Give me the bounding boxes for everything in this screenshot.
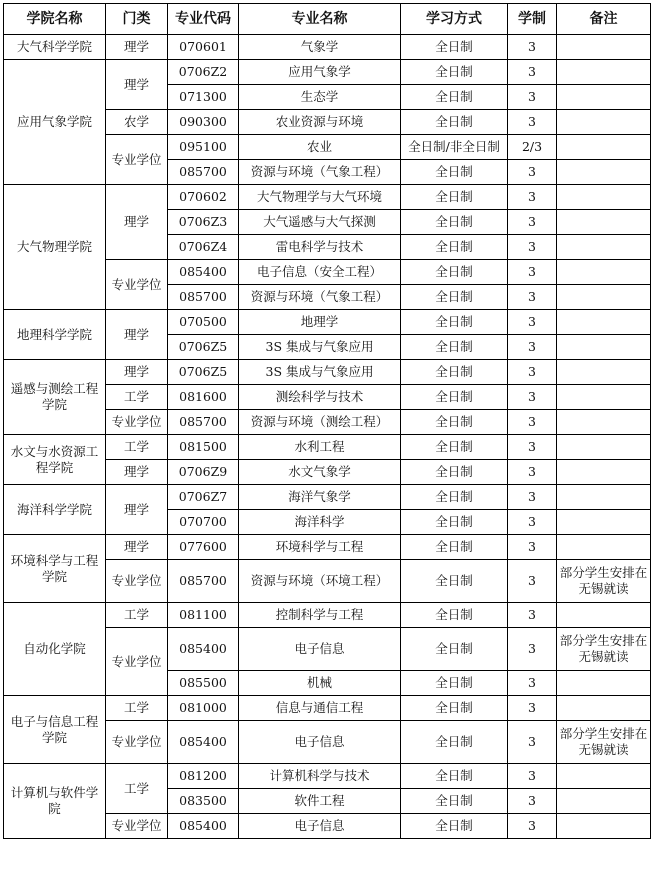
years-cell: 3 xyxy=(508,410,557,435)
college-name: 应用气象学院 xyxy=(4,60,106,185)
category-cell: 理学 xyxy=(106,185,168,260)
header-college: 学院名称 xyxy=(4,4,106,35)
table-row xyxy=(4,35,651,60)
years-cell: 3 xyxy=(508,110,557,135)
note-cell xyxy=(557,60,651,85)
category-cell: 专业学位 xyxy=(106,135,168,185)
mode-cell: 全日制 xyxy=(401,310,508,335)
college-name: 水文与水资源工程学院 xyxy=(4,435,106,485)
college-name: 环境科学与工程学院 xyxy=(4,535,106,603)
major-cell: 机械 xyxy=(239,671,401,696)
code-cell: 0706Z5 xyxy=(168,360,239,385)
major-cell: 资源与环境（测绘工程） xyxy=(239,410,401,435)
years-cell: 3 xyxy=(508,235,557,260)
major-cell: 软件工程 xyxy=(239,789,401,814)
code-cell: 085400 xyxy=(168,628,239,671)
college-name: 电子与信息工程学院 xyxy=(4,696,106,764)
table-row xyxy=(4,185,651,210)
years-cell: 3 xyxy=(508,335,557,360)
header-code: 专业代码 xyxy=(168,4,239,35)
header-mode: 学习方式 xyxy=(401,4,508,35)
code-cell: 0706Z3 xyxy=(168,210,239,235)
category-cell: 专业学位 xyxy=(106,560,168,603)
category-cell: 专业学位 xyxy=(106,814,168,839)
years-cell: 3 xyxy=(508,460,557,485)
years-cell: 3 xyxy=(508,696,557,721)
mode-cell: 全日制 xyxy=(401,628,508,671)
college-name: 海洋科学学院 xyxy=(4,485,106,535)
code-cell: 0706Z7 xyxy=(168,485,239,510)
years-cell: 3 xyxy=(508,385,557,410)
category-cell: 理学 xyxy=(106,535,168,560)
note-cell xyxy=(557,460,651,485)
mode-cell: 全日制 xyxy=(401,160,508,185)
category-cell: 理学 xyxy=(106,485,168,535)
note-cell xyxy=(557,110,651,135)
code-cell: 095100 xyxy=(168,135,239,160)
mode-cell: 全日制 xyxy=(401,185,508,210)
mode-cell: 全日制 xyxy=(401,696,508,721)
code-cell: 085700 xyxy=(168,560,239,603)
mode-cell: 全日制 xyxy=(401,385,508,410)
note-cell xyxy=(557,535,651,560)
code-cell: 0706Z9 xyxy=(168,460,239,485)
note-cell xyxy=(557,603,651,628)
major-cell: 大气物理学与大气环境 xyxy=(239,185,401,210)
major-cell: 资源与环境（气象工程） xyxy=(239,160,401,185)
years-cell: 3 xyxy=(508,260,557,285)
major-cell: 海洋气象学 xyxy=(239,485,401,510)
major-cell: 水利工程 xyxy=(239,435,401,460)
category-cell: 理学 xyxy=(106,310,168,360)
mode-cell: 全日制 xyxy=(401,435,508,460)
note-cell xyxy=(557,135,651,160)
category-cell: 理学 xyxy=(106,60,168,110)
category-cell: 工学 xyxy=(106,385,168,410)
code-cell: 081600 xyxy=(168,385,239,410)
code-cell: 081200 xyxy=(168,764,239,789)
years-cell: 3 xyxy=(508,485,557,510)
mode-cell: 全日制 xyxy=(401,210,508,235)
mode-cell: 全日制 xyxy=(401,671,508,696)
mode-cell: 全日制 xyxy=(401,235,508,260)
mode-cell: 全日制 xyxy=(401,335,508,360)
note-cell xyxy=(557,185,651,210)
code-cell: 081500 xyxy=(168,435,239,460)
note-cell xyxy=(557,285,651,310)
note-cell xyxy=(557,335,651,360)
major-cell: 气象学 xyxy=(239,35,401,60)
code-cell: 085700 xyxy=(168,160,239,185)
major-cell: 海洋科学 xyxy=(239,510,401,535)
mode-cell: 全日制 xyxy=(401,85,508,110)
major-cell: 3S 集成与气象应用 xyxy=(239,360,401,385)
category-cell: 理学 xyxy=(106,460,168,485)
note-cell xyxy=(557,385,651,410)
mode-cell: 全日制 xyxy=(401,814,508,839)
category-cell: 专业学位 xyxy=(106,410,168,435)
years-cell: 3 xyxy=(508,60,557,85)
code-cell: 085400 xyxy=(168,721,239,764)
note-cell xyxy=(557,260,651,285)
major-cell: 电子信息 xyxy=(239,814,401,839)
note-cell xyxy=(557,235,651,260)
years-cell: 3 xyxy=(508,628,557,671)
category-cell: 农学 xyxy=(106,110,168,135)
table-row xyxy=(4,60,651,85)
major-cell: 生态学 xyxy=(239,85,401,110)
years-cell: 3 xyxy=(508,814,557,839)
note-cell xyxy=(557,510,651,535)
years-cell: 3 xyxy=(508,510,557,535)
major-cell: 3S 集成与气象应用 xyxy=(239,335,401,360)
major-cell: 计算机科学与技术 xyxy=(239,764,401,789)
note-cell xyxy=(557,210,651,235)
table-row xyxy=(4,764,651,789)
category-cell: 理学 xyxy=(106,35,168,60)
mode-cell: 全日制 xyxy=(401,360,508,385)
major-cell: 控制科学与工程 xyxy=(239,603,401,628)
category-cell: 工学 xyxy=(106,696,168,721)
mode-cell: 全日制 xyxy=(401,510,508,535)
major-cell: 资源与环境（环境工程） xyxy=(239,560,401,603)
admissions-table xyxy=(3,3,651,839)
header-major: 专业名称 xyxy=(239,4,401,35)
years-cell: 3 xyxy=(508,603,557,628)
mode-cell: 全日制 xyxy=(401,410,508,435)
major-cell: 电子信息 xyxy=(239,721,401,764)
major-cell: 农业资源与环境 xyxy=(239,110,401,135)
college-name: 遥感与测绘工程学院 xyxy=(4,360,106,435)
years-cell: 3 xyxy=(508,435,557,460)
note-cell xyxy=(557,360,651,385)
note-cell xyxy=(557,160,651,185)
header-category: 门类 xyxy=(106,4,168,35)
code-cell: 070601 xyxy=(168,35,239,60)
code-cell: 0706Z2 xyxy=(168,60,239,85)
note-cell xyxy=(557,671,651,696)
college-name: 地理科学学院 xyxy=(4,310,106,360)
note-cell: 部分学生安排在无锡就读 xyxy=(557,560,651,603)
mode-cell: 全日制 xyxy=(401,35,508,60)
college-name: 自动化学院 xyxy=(4,603,106,696)
years-cell: 3 xyxy=(508,360,557,385)
code-cell: 085700 xyxy=(168,285,239,310)
note-cell xyxy=(557,310,651,335)
code-cell: 070602 xyxy=(168,185,239,210)
table-row xyxy=(4,535,651,560)
major-cell: 环境科学与工程 xyxy=(239,535,401,560)
mode-cell: 全日制 xyxy=(401,535,508,560)
years-cell: 3 xyxy=(508,721,557,764)
mode-cell: 全日制 xyxy=(401,721,508,764)
mode-cell: 全日制 xyxy=(401,560,508,603)
years-cell: 3 xyxy=(508,285,557,310)
category-cell: 专业学位 xyxy=(106,260,168,310)
note-cell xyxy=(557,696,651,721)
note-cell xyxy=(557,435,651,460)
mode-cell: 全日制 xyxy=(401,285,508,310)
mode-cell: 全日制 xyxy=(401,603,508,628)
mode-cell: 全日制/非全日制 xyxy=(401,135,508,160)
note-cell xyxy=(557,764,651,789)
college-name: 大气科学学院 xyxy=(4,35,106,60)
years-cell: 3 xyxy=(508,764,557,789)
note-cell xyxy=(557,85,651,110)
college-name: 大气物理学院 xyxy=(4,185,106,310)
years-cell: 3 xyxy=(508,789,557,814)
note-cell xyxy=(557,814,651,839)
mode-cell: 全日制 xyxy=(401,60,508,85)
years-cell: 3 xyxy=(508,535,557,560)
years-cell: 3 xyxy=(508,671,557,696)
note-cell xyxy=(557,789,651,814)
code-cell: 077600 xyxy=(168,535,239,560)
years-cell: 3 xyxy=(508,35,557,60)
code-cell: 083500 xyxy=(168,789,239,814)
mode-cell: 全日制 xyxy=(401,485,508,510)
major-cell: 应用气象学 xyxy=(239,60,401,85)
category-cell: 专业学位 xyxy=(106,628,168,696)
table-row xyxy=(4,603,651,628)
major-cell: 农业 xyxy=(239,135,401,160)
header-years: 学制 xyxy=(508,4,557,35)
table-row xyxy=(4,310,651,335)
code-cell: 070500 xyxy=(168,310,239,335)
mode-cell: 全日制 xyxy=(401,260,508,285)
note-cell: 部分学生安排在无锡就读 xyxy=(557,628,651,671)
note-cell: 部分学生安排在无锡就读 xyxy=(557,721,651,764)
category-cell: 工学 xyxy=(106,764,168,814)
header-note: 备注 xyxy=(557,4,651,35)
mode-cell: 全日制 xyxy=(401,110,508,135)
major-cell: 电子信息 xyxy=(239,628,401,671)
years-cell: 3 xyxy=(508,160,557,185)
major-cell: 信息与通信工程 xyxy=(239,696,401,721)
code-cell: 071300 xyxy=(168,85,239,110)
major-cell: 资源与环境（气象工程） xyxy=(239,285,401,310)
code-cell: 085400 xyxy=(168,260,239,285)
major-cell: 雷电科学与技术 xyxy=(239,235,401,260)
mode-cell: 全日制 xyxy=(401,764,508,789)
years-cell: 3 xyxy=(508,310,557,335)
major-cell: 电子信息（安全工程） xyxy=(239,260,401,285)
major-cell: 水文气象学 xyxy=(239,460,401,485)
category-cell: 专业学位 xyxy=(106,721,168,764)
code-cell: 085500 xyxy=(168,671,239,696)
category-cell: 工学 xyxy=(106,435,168,460)
category-cell: 理学 xyxy=(106,360,168,385)
major-cell: 大气遥感与大气探测 xyxy=(239,210,401,235)
note-cell xyxy=(557,35,651,60)
table-row xyxy=(4,435,651,460)
category-cell: 工学 xyxy=(106,603,168,628)
note-cell xyxy=(557,485,651,510)
major-cell: 地理学 xyxy=(239,310,401,335)
major-cell: 测绘科学与技术 xyxy=(239,385,401,410)
code-cell: 0706Z5 xyxy=(168,335,239,360)
code-cell: 081000 xyxy=(168,696,239,721)
years-cell: 2/3 xyxy=(508,135,557,160)
college-name: 计算机与软件学院 xyxy=(4,764,106,839)
years-cell: 3 xyxy=(508,185,557,210)
code-cell: 081100 xyxy=(168,603,239,628)
years-cell: 3 xyxy=(508,210,557,235)
header-row xyxy=(4,4,651,35)
code-cell: 070700 xyxy=(168,510,239,535)
code-cell: 0706Z4 xyxy=(168,235,239,260)
table-row xyxy=(4,696,651,721)
note-cell xyxy=(557,410,651,435)
code-cell: 085400 xyxy=(168,814,239,839)
years-cell: 3 xyxy=(508,85,557,110)
code-cell: 090300 xyxy=(168,110,239,135)
mode-cell: 全日制 xyxy=(401,460,508,485)
mode-cell: 全日制 xyxy=(401,789,508,814)
code-cell: 085700 xyxy=(168,410,239,435)
table-row xyxy=(4,360,651,385)
years-cell: 3 xyxy=(508,560,557,603)
table-row xyxy=(4,485,651,510)
